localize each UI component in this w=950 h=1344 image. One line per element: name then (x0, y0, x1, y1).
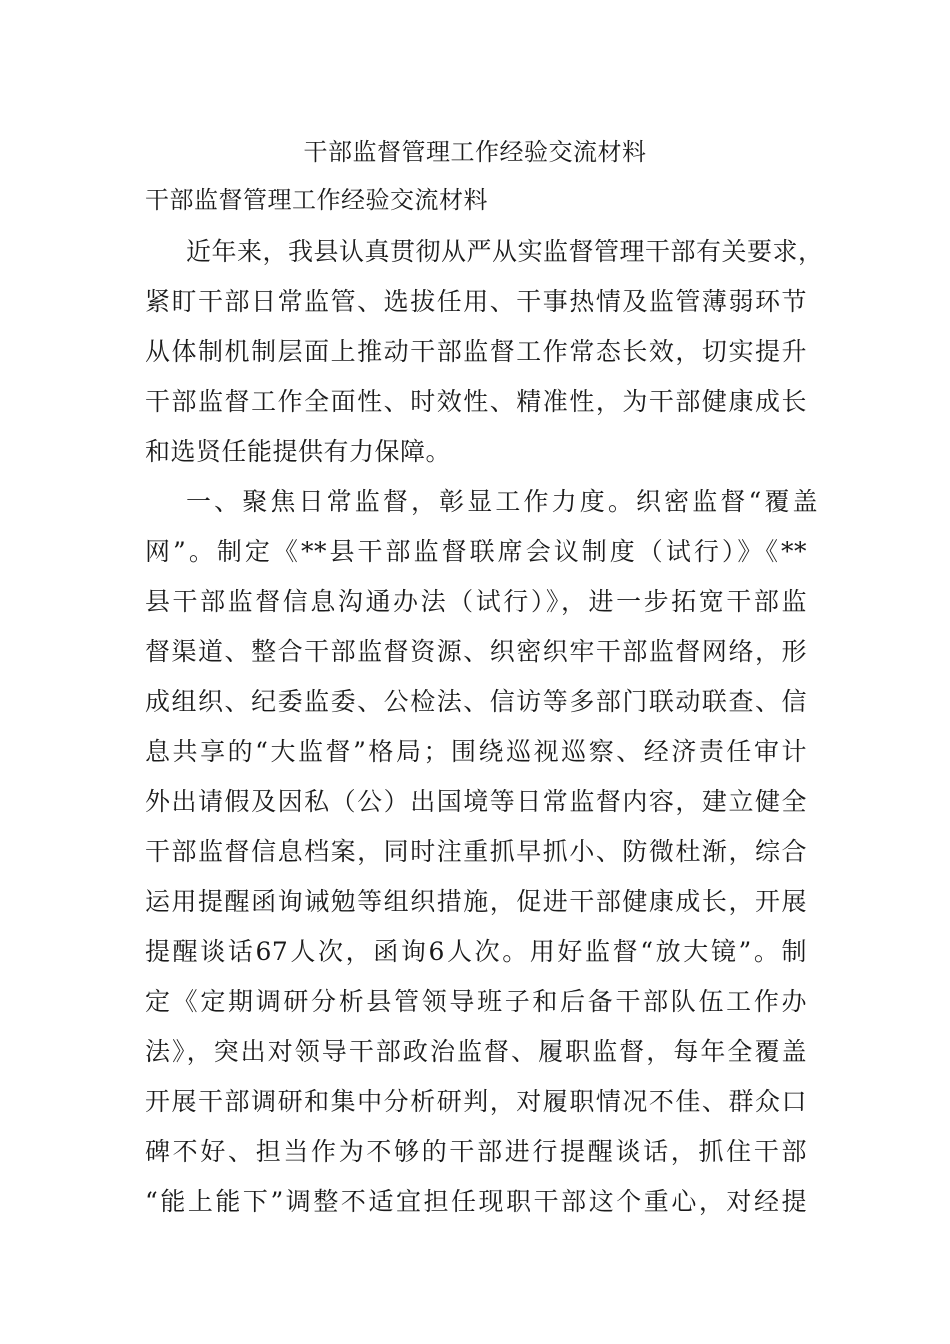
text-line: 干部监督信息档案，同时注重抓早抓小、防微杜渐，综合 (145, 837, 807, 866)
text-line: 开展干部调研和集中分析研判，对履职情况不佳、群众口 (145, 1087, 807, 1116)
text-line: 息共享的“大监督”格局；围绕巡视巡察、经济责任审计 (145, 737, 807, 766)
document-subtitle: 干部监督管理工作经验交流材料 (145, 186, 488, 214)
text-line: 紧盯干部日常监管、选拔任用、干事热情及监管薄弱环节 (145, 287, 807, 316)
text-line: 和选贤任能提供有力保障。 (145, 437, 452, 466)
text-line: “能上能下”调整不适宜担任现职干部这个重心，对经提 (145, 1187, 807, 1216)
text-line: 干部监督工作全面性、时效性、精准性，为干部健康成长 (145, 387, 807, 416)
text-line: 提醒谈话67人次，函询6人次。用好监督“放大镜”。制 (145, 937, 807, 966)
text-line: 一、聚焦日常监督，彰显工作力度。织密监督“覆盖 (186, 487, 818, 516)
text-line: 成组织、纪委监委、公检法、信访等多部门联动联查、信 (145, 687, 807, 716)
text-line: 从体制机制层面上推动干部监督工作常态长效，切实提升 (145, 337, 807, 366)
text-line: 运用提醒函询诫勉等组织措施，促进干部健康成长，开展 (145, 887, 807, 916)
text-line: 近年来，我县认真贯彻从严从实监督管理干部有关要求， (186, 237, 824, 266)
text-line: 督渠道、整合干部监督资源、织密织牢干部监督网络，形 (145, 637, 807, 666)
text-line: 法》，突出对领导干部政治监督、履职监督，每年全覆盖 (145, 1037, 807, 1066)
text-line: 定《定期调研分析县管领导班子和后备干部队伍工作办 (145, 987, 807, 1016)
text-line: 碑不好、担当作为不够的干部进行提醒谈话，抓住干部 (145, 1137, 807, 1166)
document-title: 干部监督管理工作经验交流材料 (303, 138, 647, 166)
text-line: 网”。制定《**县干部监督联席会议制度（试行）》《** (145, 537, 807, 566)
text-line: 县干部监督信息沟通办法（试行）》，进一步拓宽干部监 (145, 587, 807, 616)
text-line: 外出请假及因私（公）出国境等日常监督内容，建立健全 (145, 787, 807, 816)
